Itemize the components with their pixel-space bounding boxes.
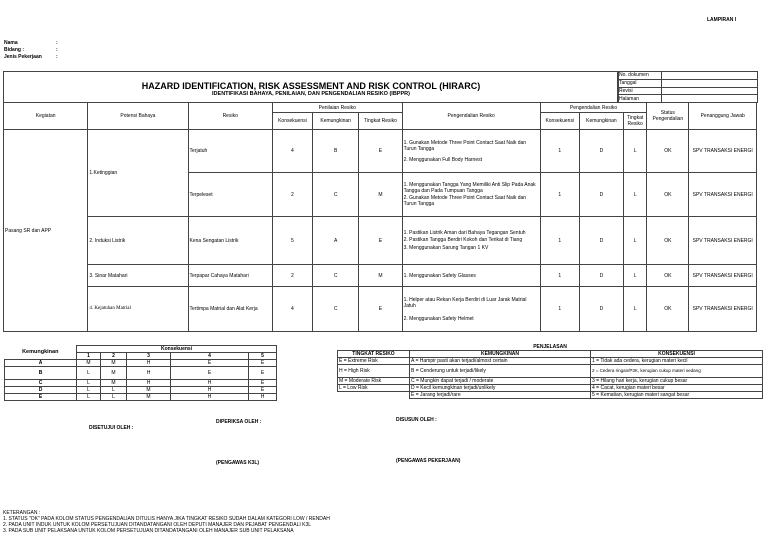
kemungkinan-cell: C bbox=[312, 173, 358, 217]
legend-konsekuensi: 2 = Cedera ringan/P3K, kerugian cukup materi sedang bbox=[591, 365, 763, 378]
keterangan-title: KETERANGAN : bbox=[3, 510, 41, 516]
resiko-cell: Terjatuh bbox=[188, 130, 272, 173]
diperiksa-label: DIPERIKSA OLEH : bbox=[216, 419, 262, 425]
col-tingkat-resiko: Tingkat Resiko bbox=[359, 113, 402, 130]
tingkat-cell: L bbox=[624, 217, 647, 265]
tingkat-cell: L bbox=[624, 265, 647, 287]
disusun-label: DISUSUN OLEH : bbox=[396, 417, 437, 423]
matrix-cell: L bbox=[77, 387, 101, 394]
konsekuensi-cell: 5 bbox=[272, 217, 312, 265]
header-fields bbox=[4, 40, 58, 61]
konsekuensi-cell: 4 bbox=[272, 130, 312, 173]
kemungkinan-cell: D bbox=[579, 130, 623, 173]
potensi-cell: 2. Induksi Listrik bbox=[88, 217, 188, 265]
matrix-row bbox=[5, 367, 277, 380]
kemungkinan-cell: D bbox=[579, 287, 623, 332]
control-cell bbox=[402, 130, 540, 173]
table-row bbox=[4, 287, 757, 332]
matrix-cell: H bbox=[127, 367, 171, 380]
kemungkinan-cell: C bbox=[312, 287, 358, 332]
resiko-cell: Kena Sengatan Listrik bbox=[188, 217, 272, 265]
pengawas-k3l-label: (PENGAWAS K3L) bbox=[216, 460, 260, 466]
matrix-cell: E bbox=[249, 387, 277, 394]
tingkat-cell: E bbox=[359, 287, 402, 332]
control-cell bbox=[402, 287, 540, 332]
matrix-cell: E bbox=[249, 367, 277, 380]
document-title: HAZARD IDENTIFICATION, RISK ASSESSMENT AND RISK CONTROL (HIRARC) bbox=[141, 81, 481, 91]
penjelasan-title: PENJELASAN bbox=[533, 344, 567, 350]
control-item: 1. Menggunakan Tangga Yang Memiliki Anti Slip Pada Anak Tangga dan Pada Tumpuan Tangga bbox=[403, 182, 536, 194]
col-pengendalian-group: Pengendalian Resiko bbox=[540, 103, 647, 113]
matrix-row-label: A bbox=[5, 360, 77, 367]
legend-row bbox=[338, 378, 763, 385]
pj-cell: SPV TRANSAKSI ENERGI bbox=[689, 287, 757, 332]
matrix-row-label: E bbox=[5, 394, 77, 401]
kemungkinan-cell: D bbox=[579, 265, 623, 287]
keterangan bbox=[3, 510, 763, 534]
control-item: 3. Menggunakan Sarung Tangan 1 KV bbox=[403, 245, 489, 251]
hirarc-table bbox=[3, 102, 757, 332]
legend-tingkat: M = Moderate Risk bbox=[338, 378, 410, 385]
col-kegiatan: Kegiatan bbox=[4, 103, 88, 130]
matrix-cell: H bbox=[249, 394, 277, 401]
tingkat-cell: L bbox=[624, 287, 647, 332]
control-item: 2. Pastikan Tangga Berdiri Kokoh dan Terikat di Tiang bbox=[403, 237, 523, 243]
col-kemungkinan: Kemungkinan bbox=[312, 113, 358, 130]
matrix-cell: E bbox=[171, 367, 249, 380]
legend-kemungkinan: E = Jarang terjadi/rare bbox=[410, 392, 591, 399]
matrix-konsekuensi-label: Konsekuensi bbox=[77, 346, 277, 353]
legend-konsekuensi: 1 = Tidak ada cedera, kerugian materi kecil bbox=[591, 358, 763, 365]
potensi-cell: 1.Ketinggian bbox=[88, 130, 188, 217]
matrix-cell: M bbox=[101, 380, 127, 387]
matrix-cell: H bbox=[171, 387, 249, 394]
penjelasan-kemungkinan-header: KEMUNGKINAN bbox=[410, 351, 591, 358]
pj-cell: SPV TRANSAKSI ENERGI bbox=[689, 217, 757, 265]
table-row bbox=[4, 265, 757, 287]
control-cell bbox=[402, 173, 540, 217]
field-jenis-pekerjaan: Jenis Pekerjaan : bbox=[4, 54, 58, 60]
matrix-cell: E bbox=[171, 360, 249, 367]
control-item: 2. Menggunakan Full Body Harnest bbox=[403, 156, 482, 163]
legend-tingkat bbox=[338, 392, 410, 399]
status-cell: OK bbox=[647, 130, 689, 173]
pengawas-pekerjaan-label: (PENGAWAS PEKERJAAN) bbox=[396, 458, 461, 464]
legend-row bbox=[338, 385, 763, 392]
matrix-cell: H bbox=[171, 380, 249, 387]
matrix-row-label: D bbox=[5, 387, 77, 394]
matrix-cell: E bbox=[249, 360, 277, 367]
legend-row bbox=[338, 392, 763, 399]
keterangan-item: 1. STATUS "OK" PADA KOLOM STATUS PENGENDALIAN DITULIS HANYA JIKA TINGKAT RESIKO SUDAH DALAM KATEGORI LOW / RENDAH bbox=[3, 516, 330, 522]
matrix-row-label: B bbox=[5, 367, 77, 380]
control-item: 2. Gunakan Metode Three Point Contact Saat Naik dan Turun Tangga bbox=[403, 195, 527, 207]
col-kemungkinan-2: Kemungkinan bbox=[579, 113, 623, 130]
col-pengendalian-resiko: Pengendalian Resiko bbox=[402, 103, 540, 130]
penjelasan-table bbox=[337, 344, 763, 399]
doc-info-no: No. dokumen bbox=[618, 72, 662, 80]
tingkat-cell: E bbox=[359, 130, 402, 173]
col-tingkat-resiko-2: Tingkat Resiko bbox=[624, 113, 647, 130]
konsekuensi-cell: 2 bbox=[272, 173, 312, 217]
control-cell bbox=[402, 265, 540, 287]
tingkat-cell: L bbox=[624, 130, 647, 173]
status-cell: OK bbox=[647, 287, 689, 332]
kemungkinan-cell: B bbox=[312, 130, 358, 173]
matrix-cell: H bbox=[171, 394, 249, 401]
risk-matrix bbox=[4, 345, 277, 401]
col-penilaian-resiko: Penilaian Resiko bbox=[272, 103, 402, 113]
matrix-col-header: 2 bbox=[101, 353, 127, 360]
keterangan-item: 2. PADA UNIT INDUK UNTUK KOLOM PERSETUJUAN DITANDATANGANI OLEH DEPUTI MANAJER DAN PEJABAT PENGENDALI K3L bbox=[3, 522, 312, 528]
lampiran-label: LAMPIRAN I bbox=[707, 17, 737, 23]
pj-cell: SPV TRANSAKSI ENERGI bbox=[689, 130, 757, 173]
control-item: 1. Pastikan Listrik Aman dari Bahaya Tegangan Sentuh bbox=[403, 230, 526, 236]
col-status: Status Pengendalian bbox=[647, 103, 689, 130]
legend-konsekuensi: 4 = Cacat, kerugian materi besar bbox=[591, 385, 763, 392]
col-resiko: Resiko bbox=[188, 103, 272, 130]
resiko-cell: Terpapar Cahaya Matahari bbox=[188, 265, 272, 287]
konsekuensi-cell: 4 bbox=[272, 287, 312, 332]
matrix-cell: M bbox=[127, 387, 171, 394]
kemungkinan-cell: A bbox=[312, 217, 358, 265]
doc-info-halaman: Halaman bbox=[618, 95, 662, 103]
legend-row bbox=[338, 365, 763, 378]
matrix-cell: M bbox=[101, 367, 127, 380]
tingkat-cell: E bbox=[359, 217, 402, 265]
doc-info-revisi: Revisi bbox=[618, 87, 662, 95]
konsekuensi-cell: 1 bbox=[540, 217, 579, 265]
matrix-cell: H bbox=[127, 380, 171, 387]
legend-tingkat: E = Extreme Risk bbox=[338, 358, 410, 365]
konsekuensi-cell: 1 bbox=[540, 173, 579, 217]
control-item: 1. Gunakan Metode Three Point Contact Saat Naik dan Turun Tangga bbox=[403, 139, 527, 152]
matrix-cell: M bbox=[127, 394, 171, 401]
matrix-row bbox=[5, 360, 277, 367]
kemungkinan-cell: D bbox=[579, 173, 623, 217]
konsekuensi-cell: 1 bbox=[540, 265, 579, 287]
legend-konsekuensi: 3 = Hilang hari kerja, kerugian cukup besar bbox=[591, 378, 763, 385]
legend-tingkat: H = High Risk bbox=[338, 365, 410, 378]
keterangan-item: 3. PADA SUB UNIT PELAKSANA UNTUK KOLOM PERSETUJUAN DITANDATANGANI OLEH MANAJER SUB UNIT PELAKSANA bbox=[3, 528, 294, 534]
matrix-cell: H bbox=[127, 360, 171, 367]
kemungkinan-cell: C bbox=[312, 265, 358, 287]
legend-kemungkinan: B = Cenderung untuk terjadi/likely bbox=[410, 365, 591, 378]
potensi-cell: 4. Kejatuhan Matrial bbox=[88, 287, 188, 332]
matrix-col-header: 4 bbox=[171, 353, 249, 360]
col-konsekuensi: Konsekuensi bbox=[272, 113, 312, 130]
legend-row bbox=[338, 358, 763, 365]
matrix-row bbox=[5, 394, 277, 401]
disetujui-label: DISETUJUI OLEH : bbox=[89, 425, 134, 431]
resiko-cell: Terpeleset bbox=[188, 173, 272, 217]
kegiatan-cell: Pasang SR dan APP bbox=[4, 130, 88, 332]
matrix-kemungkinan-label: Kemungkinan bbox=[5, 346, 77, 360]
matrix-cell: M bbox=[77, 360, 101, 367]
field-bidang: Bidang : : bbox=[4, 47, 58, 53]
field-nama: Nama : bbox=[4, 40, 58, 46]
legend-tingkat: L = Low Risk bbox=[338, 385, 410, 392]
konsekuensi-cell: 1 bbox=[540, 287, 579, 332]
pj-cell: SPV TRANSAKSI ENERGI bbox=[689, 173, 757, 217]
doc-info-table bbox=[617, 71, 758, 103]
col-konsekuensi-2: Konsekuensi bbox=[540, 113, 579, 130]
control-item: 1. Helper atau Rekan Kerja Berdiri di Luar Jarak Matrial Jatuh bbox=[403, 296, 527, 309]
matrix-cell: E bbox=[249, 380, 277, 387]
legend-kemungkinan: D = Kecil kemungkinan terjadi/unlikely bbox=[410, 385, 591, 392]
table-row bbox=[4, 130, 757, 173]
document-subtitle: IDENTIFIKASI BAHAYA, PENILAIAN, DAN PENGENDALIAN RESIKO (IBPPR) bbox=[212, 91, 410, 97]
matrix-cell: L bbox=[101, 394, 127, 401]
col-potensi-bahaya: Potensi Bahaya bbox=[88, 103, 188, 130]
status-cell: OK bbox=[647, 217, 689, 265]
control-cell bbox=[402, 217, 540, 265]
matrix-row bbox=[5, 387, 277, 394]
tingkat-cell: M bbox=[359, 173, 402, 217]
konsekuensi-cell: 1 bbox=[540, 130, 579, 173]
matrix-cell: L bbox=[101, 387, 127, 394]
matrix-row bbox=[5, 380, 277, 387]
tingkat-cell: M bbox=[359, 265, 402, 287]
matrix-col-header: 5 bbox=[249, 353, 277, 360]
matrix-cell: L bbox=[77, 394, 101, 401]
potensi-cell: 3. Sinar Matahari bbox=[88, 265, 188, 287]
control-item: 2. Menggunakan Safety Helmet bbox=[403, 315, 474, 322]
matrix-col-header: 1 bbox=[77, 353, 101, 360]
title-box bbox=[3, 71, 619, 103]
control-item: 1. Menggunakan Safety Glasses bbox=[403, 272, 476, 279]
resiko-cell: Tertimpa Matrial dan Alat Kerja bbox=[188, 287, 272, 332]
tingkat-cell: L bbox=[624, 173, 647, 217]
status-cell: OK bbox=[647, 265, 689, 287]
col-penanggung-jawab: Penanggung Jawab bbox=[689, 103, 757, 130]
legend-kemungkinan: C = Mungkin dapat terjadi / moderate bbox=[410, 378, 591, 385]
matrix-cell: L bbox=[77, 367, 101, 380]
kemungkinan-cell: D bbox=[579, 217, 623, 265]
matrix-cell: M bbox=[101, 360, 127, 367]
pj-cell: SPV TRANSAKSI ENERGI bbox=[689, 265, 757, 287]
penjelasan-konsekuensi-header: KONSEKUENSI bbox=[591, 351, 763, 358]
penjelasan-tingkat-header: TINGKAT RESIKO bbox=[338, 351, 410, 358]
konsekuensi-cell: 2 bbox=[272, 265, 312, 287]
matrix-row-label: C bbox=[5, 380, 77, 387]
doc-info-tanggal: Tanggal bbox=[618, 79, 662, 87]
table-row bbox=[4, 217, 757, 265]
matrix-cell: L bbox=[77, 380, 101, 387]
status-cell: OK bbox=[647, 173, 689, 217]
matrix-col-header: 3 bbox=[127, 353, 171, 360]
legend-konsekuensi: 5 = Kematian, kerugian materi sangat besar bbox=[591, 392, 763, 399]
legend-kemungkinan: A = Hampir pasti akan terjadi/almost certain bbox=[410, 358, 591, 365]
